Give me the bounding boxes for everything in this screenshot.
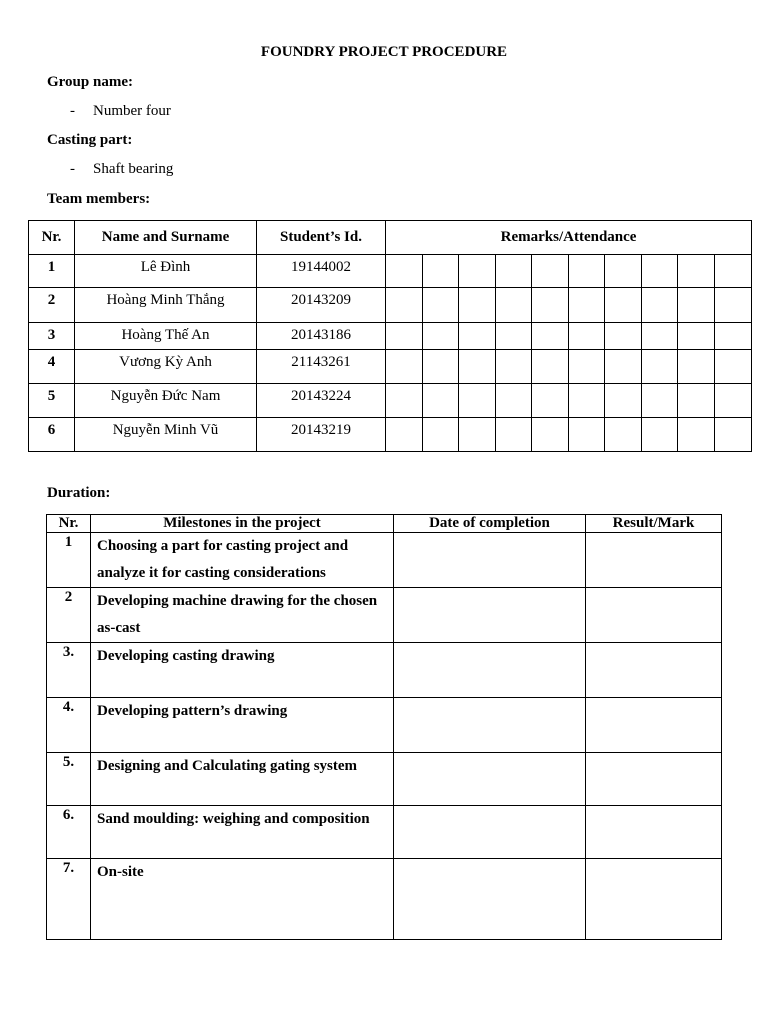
date-of-completion-cell[interactable] <box>394 588 586 643</box>
attendance-cell[interactable] <box>715 418 752 452</box>
date-of-completion-cell[interactable] <box>394 533 586 588</box>
member-student-id-text: 20143186 <box>291 327 351 343</box>
table-row <box>47 588 722 643</box>
member-name-text: Hoàng Minh Thắng <box>106 292 225 308</box>
attendance-cell[interactable] <box>496 418 532 452</box>
member-name <box>75 350 257 384</box>
member-student-id-text: 20143224 <box>291 388 351 404</box>
table-row <box>47 698 722 753</box>
attendance-cell[interactable] <box>715 255 752 288</box>
member-name-text: Vương Kỳ Anh <box>119 354 212 370</box>
member-nr <box>29 418 75 452</box>
milestone-text: Designing and Calculating gating system <box>91 753 394 806</box>
member-nr-text: 1 <box>47 259 56 275</box>
table-row <box>29 288 752 323</box>
result-mark-cell[interactable] <box>586 859 722 940</box>
milestone-text: Choosing a part for casting project and analyze it for casting considerations <box>91 533 394 588</box>
page-title: FOUNDRY PROJECT PROCEDURE <box>260 44 508 60</box>
table-row <box>47 753 722 806</box>
header-remarks: Remarks/Attendance <box>386 221 752 255</box>
attendance-cell[interactable] <box>423 350 459 384</box>
attendance-cell[interactable] <box>715 384 752 418</box>
attendance-cell[interactable] <box>569 288 605 323</box>
duration-label: Duration: <box>47 485 111 501</box>
attendance-cell[interactable] <box>605 384 642 418</box>
milestone-text: Developing casting drawing <box>91 643 394 698</box>
header-name: Name and Surname <box>75 221 257 255</box>
member-nr <box>29 288 75 323</box>
result-mark-cell[interactable] <box>586 588 722 643</box>
table-row <box>29 255 752 288</box>
member-name <box>75 323 257 350</box>
member-name <box>75 418 257 452</box>
milestone-nr-text: 2 <box>64 589 73 605</box>
attendance-cell[interactable] <box>423 323 459 350</box>
date-of-completion-cell[interactable] <box>394 859 586 940</box>
bullet-dash: - <box>70 103 75 119</box>
member-name <box>75 255 257 288</box>
date-of-completion-cell[interactable] <box>394 698 586 753</box>
header-result: Result/Mark <box>586 515 722 533</box>
result-mark-cell[interactable] <box>586 806 722 859</box>
team-members-label: Team members: <box>47 191 151 207</box>
member-name <box>75 384 257 418</box>
attendance-cell[interactable] <box>605 323 642 350</box>
attendance-cell[interactable] <box>642 418 678 452</box>
table-row <box>47 643 722 698</box>
attendance-cell[interactable] <box>386 384 423 418</box>
attendance-cell[interactable] <box>423 418 459 452</box>
table-row <box>47 806 722 859</box>
header-milestones: Milestones in the project <box>91 515 394 533</box>
attendance-cell[interactable] <box>678 255 715 288</box>
member-name <box>75 288 257 323</box>
attendance-cell[interactable] <box>678 323 715 350</box>
attendance-cell[interactable] <box>459 384 496 418</box>
date-of-completion-cell[interactable] <box>394 643 586 698</box>
member-student-id-text: 19144002 <box>291 259 351 275</box>
attendance-cell[interactable] <box>459 323 496 350</box>
milestone-nr-text: 7. <box>62 860 75 876</box>
result-mark-cell[interactable] <box>586 698 722 753</box>
attendance-cell[interactable] <box>496 323 532 350</box>
attendance-cell[interactable] <box>532 350 569 384</box>
milestone-nr <box>47 753 91 806</box>
member-nr-text: 4 <box>47 354 56 370</box>
table-row <box>29 350 752 384</box>
casting-part-value: Shaft bearing <box>93 161 174 177</box>
attendance-cell[interactable] <box>496 350 532 384</box>
milestone-nr-text: 6. <box>62 807 75 823</box>
milestone-nr-text: 5. <box>62 754 75 770</box>
attendance-cell[interactable] <box>386 323 423 350</box>
milestone-text: Sand moulding: weighing and composition <box>91 806 394 859</box>
milestone-nr-text: 4. <box>62 699 75 715</box>
member-nr <box>29 323 75 350</box>
attendance-cell[interactable] <box>386 350 423 384</box>
header-nr: Nr. <box>47 515 91 533</box>
member-nr <box>29 384 75 418</box>
attendance-cell[interactable] <box>423 384 459 418</box>
milestone-text: Developing machine drawing for the chosen as-cast <box>91 588 394 643</box>
attendance-cell[interactable] <box>532 418 569 452</box>
attendance-cell[interactable] <box>423 288 459 323</box>
group-name-item <box>70 103 171 120</box>
attendance-cell[interactable] <box>569 255 605 288</box>
member-nr-text: 6 <box>47 422 56 438</box>
attendance-cell[interactable] <box>642 384 678 418</box>
member-student-id-text: 21143261 <box>291 354 351 370</box>
result-mark-cell[interactable] <box>586 643 722 698</box>
attendance-cell[interactable] <box>605 418 642 452</box>
attendance-cell[interactable] <box>496 384 532 418</box>
member-student-id <box>257 418 386 452</box>
bullet-dash: - <box>70 161 75 177</box>
table-row <box>29 418 752 452</box>
group-name-label: Group name: <box>47 74 133 90</box>
header-date: Date of completion <box>394 515 586 533</box>
attendance-cell[interactable] <box>569 418 605 452</box>
casting-part-item <box>70 161 173 178</box>
member-student-id-text: 20143219 <box>291 422 351 438</box>
member-name-text: Nguyễn Minh Vũ <box>112 422 219 438</box>
member-student-id <box>257 350 386 384</box>
member-student-id <box>257 255 386 288</box>
member-student-id <box>257 323 386 350</box>
milestone-nr-text: 1 <box>64 534 73 550</box>
member-nr <box>29 350 75 384</box>
attendance-cell[interactable] <box>496 288 532 323</box>
duration-table <box>46 514 722 940</box>
attendance-cell[interactable] <box>386 288 423 323</box>
result-mark-cell[interactable] <box>586 533 722 588</box>
team-table-header <box>29 221 752 255</box>
milestone-text: On-site <box>91 859 394 940</box>
milestone-nr <box>47 588 91 643</box>
date-of-completion-cell[interactable] <box>394 806 586 859</box>
member-name-text: Lê Đình <box>140 259 191 275</box>
member-nr-text: 5 <box>47 388 56 404</box>
member-student-id-text: 20143209 <box>291 292 351 308</box>
table-row <box>47 533 722 588</box>
attendance-cell[interactable] <box>459 288 496 323</box>
attendance-cell[interactable] <box>678 384 715 418</box>
attendance-cell[interactable] <box>532 255 569 288</box>
milestone-nr-text: 3. <box>62 644 75 660</box>
attendance-cell[interactable] <box>569 323 605 350</box>
header-student-id: Student’s Id. <box>257 221 386 255</box>
milestone-nr <box>47 698 91 753</box>
attendance-cell[interactable] <box>423 255 459 288</box>
attendance-cell[interactable] <box>459 255 496 288</box>
attendance-cell[interactable] <box>678 350 715 384</box>
casting-part-label: Casting part: <box>47 132 133 148</box>
attendance-cell[interactable] <box>569 384 605 418</box>
member-name-text: Hoàng Thế An <box>121 327 210 343</box>
attendance-cell[interactable] <box>678 288 715 323</box>
milestone-nr <box>47 643 91 698</box>
attendance-cell[interactable] <box>532 288 569 323</box>
member-student-id <box>257 384 386 418</box>
group-name-value: Number four <box>93 103 171 119</box>
table-row <box>29 323 752 350</box>
attendance-cell[interactable] <box>532 384 569 418</box>
attendance-cell[interactable] <box>496 255 532 288</box>
milestone-nr <box>47 806 91 859</box>
team-members-table <box>28 220 752 452</box>
attendance-cell[interactable] <box>459 418 496 452</box>
attendance-cell[interactable] <box>642 288 678 323</box>
attendance-cell[interactable] <box>715 323 752 350</box>
attendance-cell[interactable] <box>678 418 715 452</box>
milestone-nr <box>47 533 91 588</box>
attendance-cell[interactable] <box>569 350 605 384</box>
attendance-cell[interactable] <box>605 255 642 288</box>
milestone-nr <box>47 859 91 940</box>
member-name-text: Nguyễn Đức Nam <box>110 388 221 404</box>
attendance-cell[interactable] <box>642 255 678 288</box>
attendance-cell[interactable] <box>605 288 642 323</box>
attendance-cell[interactable] <box>642 323 678 350</box>
attendance-cell[interactable] <box>386 255 423 288</box>
table-row <box>29 384 752 418</box>
attendance-cell[interactable] <box>459 350 496 384</box>
attendance-cell[interactable] <box>532 323 569 350</box>
result-mark-cell[interactable] <box>586 753 722 806</box>
member-student-id <box>257 288 386 323</box>
attendance-cell[interactable] <box>605 350 642 384</box>
date-of-completion-cell[interactable] <box>394 753 586 806</box>
member-nr-text: 2 <box>47 292 56 308</box>
milestone-text: Developing pattern’s drawing <box>91 698 394 753</box>
attendance-cell[interactable] <box>715 350 752 384</box>
member-nr-text: 3 <box>47 327 56 343</box>
attendance-cell[interactable] <box>642 350 678 384</box>
attendance-cell[interactable] <box>715 288 752 323</box>
table-row <box>47 859 722 940</box>
duration-table-header <box>47 515 722 533</box>
member-nr <box>29 255 75 288</box>
header-nr: Nr. <box>29 221 75 255</box>
attendance-cell[interactable] <box>386 418 423 452</box>
